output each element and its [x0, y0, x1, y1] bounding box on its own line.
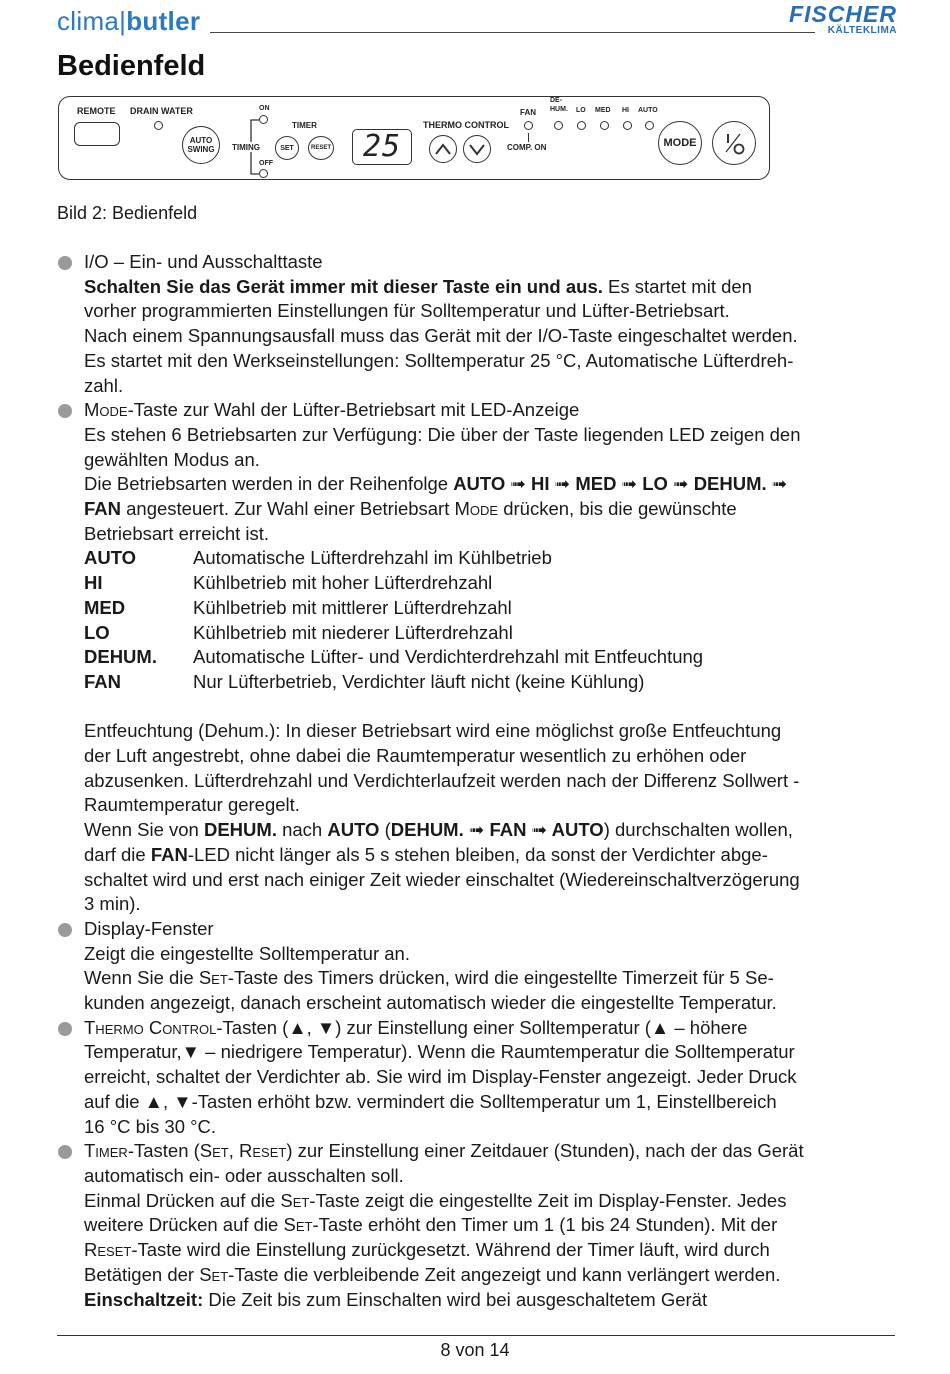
timer-line-4: weitere Drücken auf die Set-Taste erhöht den Timer um 1 (1 bis 24 Stunden). Mit der	[84, 1214, 778, 1236]
dehum-label: DE- HUM.	[550, 97, 568, 113]
drain-water-led	[154, 121, 163, 130]
description-body	[57, 250, 907, 1312]
clima-butler-logo: clima|butler	[57, 6, 201, 36]
hi-label: HI	[622, 107, 629, 114]
comp-on-label: COMP. ON	[507, 143, 547, 152]
mode-section	[57, 398, 907, 917]
mode-key: HI	[84, 572, 103, 594]
mode-key: LO	[84, 621, 110, 643]
header-rule	[210, 32, 815, 33]
mode-desc: Nur Lüfterbetrieb, Verdichter läuft nicht (keine Kühlung)	[193, 670, 645, 692]
thermo-line-2: Temperatur,▼ – niedrigere Temperatur). Wenn die Raumtemperatur die Solltemperatur	[84, 1041, 795, 1063]
hi-led	[623, 121, 632, 130]
mode-desc: Kühlbetrieb mit niederer Lüfterdrehzahl	[193, 621, 513, 643]
io-line-3: Nach einem Spannungsausfall muss das Gerät mit der I/O-Taste eingeschaltet werden.	[84, 325, 798, 347]
auto-led-label: AUTO	[638, 107, 658, 114]
thermo-line-4: auf die ▲, ▼-Tasten erhöht bzw. vermindert die Solltemperatur um 1, Einstellbereich	[84, 1090, 777, 1112]
temperature-display: 25	[352, 129, 412, 165]
thermo-line-5: 16 °C bis 30 °C.	[84, 1115, 217, 1137]
mode-key: MED	[84, 596, 126, 618]
thermo-line-1: Thermo Control-Tasten (▲, ▼) zur Einstellung einer Solltemperatur (▲ – höhere	[84, 1016, 748, 1038]
timing-label: TIMING	[232, 143, 260, 152]
thermo-line-3: erreicht, schaltet der Verdichter ab. Sie wird im Display-Fenster angezeigt. Jeder Druck	[84, 1066, 797, 1088]
dehum-led	[554, 121, 563, 130]
display-line-3: kunden angezeigt, danach erscheint automatisch wieder die eingestellte Temperatur.	[84, 992, 777, 1014]
io-line-2: vorher programmierten Einstellungen für Solltemperatur und Lüfter-Betriebsart.	[84, 300, 730, 322]
page-title: Bedienfeld	[57, 50, 206, 82]
mode-desc: Kühlbetrieb mit mittlerer Lüfterdrehzahl	[193, 596, 512, 618]
mode-line-4: FAN angesteuert. Zur Wahl einer Betriebsart Mode drücken, bis die gewünschte	[84, 498, 737, 520]
fan-label: FAN	[520, 108, 536, 117]
page-number: 8 von 14	[440, 1340, 510, 1360]
io-line-5: zahl.	[84, 374, 124, 396]
med-led	[600, 121, 609, 130]
fan-led	[524, 121, 533, 130]
bullet-icon	[58, 256, 72, 270]
timer-line-3: Einmal Drücken auf die Set-Taste zeigt die eingestellte Zeit im Display-Fenster. Jedes	[84, 1189, 787, 1211]
mode-desc: Kühlbetrieb mit hoher Lüfterdrehzahl	[193, 572, 493, 594]
power-button[interactable]	[712, 121, 756, 165]
footer-rule	[57, 1335, 895, 1336]
dehum-line-1: Entfeuchtung (Dehum.): In dieser Betriebsart wird eine möglichst große Entfeuchtung	[84, 720, 782, 742]
reset-button[interactable]: RESET	[308, 136, 334, 160]
dehum-line-4: Raumtemperatur geregelt.	[84, 794, 300, 816]
bullet-icon	[58, 1145, 72, 1159]
timer-section	[57, 1139, 907, 1312]
drain-water-label: DRAIN WATER	[130, 106, 193, 116]
timer-line-6: Betätigen der Set-Taste die verbleibende Zeit angezeigt und kann verlängert werden.	[84, 1263, 781, 1285]
mode-key: AUTO	[84, 547, 137, 569]
bullet-icon	[58, 923, 72, 937]
mode-line-3: Die Betriebsarten werden in der Reihenfolge AUTO ➟ HI ➟ MED ➟ LO ➟ DEHUM. ➟	[84, 473, 788, 495]
switch-line-4: 3 min).	[84, 893, 141, 915]
switch-line-1: Wenn Sie von DEHUM. nach AUTO (DEHUM. ➟ FAN ➟ AUTO) durchschalten wollen,	[84, 819, 793, 841]
temp-up-button[interactable]	[429, 135, 457, 163]
io-line-1: Schalten Sie das Gerät immer mit dieser Taste ein und aus. Es startet mit den	[84, 275, 752, 297]
lo-led	[577, 121, 586, 130]
bullet-icon	[58, 404, 72, 418]
auto-led	[645, 121, 654, 130]
io-line-4: Es startet mit den Werkseinstellungen: Solltemperatur 25 °C, Automatische Lüfterdreh-	[84, 349, 794, 371]
remote-receiver	[74, 122, 120, 146]
mode-table	[84, 546, 907, 694]
lo-label: LO	[576, 107, 586, 114]
power-io-icon	[721, 130, 747, 156]
display-line-1: Zeigt die eingestellte Solltemperatur an.	[84, 942, 410, 964]
figure-caption: Bild 2: Bedienfeld	[57, 203, 198, 223]
mode-key: DEHUM.	[84, 646, 157, 668]
io-heading: I/O – Ein- und Ausschalttaste	[84, 251, 323, 272]
bullet-icon	[58, 1022, 72, 1036]
thermo-control-label: THERMO CONTROL	[423, 120, 509, 130]
mode-desc: Automatische Lüfter- und Verdichterdrehzahl mit Entfeuchtung	[193, 646, 704, 668]
mode-line-1: Es stehen 6 Betriebsarten zur Verfügung: Die über der Taste liegenden LED zeigen den	[84, 423, 801, 445]
display-heading: Display-Fenster	[84, 917, 214, 939]
remote-label: REMOTE	[77, 106, 116, 116]
display-section	[57, 917, 907, 1016]
timer-on-label: ON	[259, 105, 270, 112]
display-line-2: Wenn Sie die Set-Taste des Timers drücken, wird die eingestellte Timerzeit für 5 Se-	[84, 967, 774, 989]
timer-label: TIMER	[292, 121, 317, 130]
switch-line-3: schaltet wird und erst nach einiger Zeit wieder einschaltet (Wiedereinschaltverzögerung	[84, 868, 800, 890]
timer-off-label: OFF	[259, 160, 273, 167]
set-button[interactable]: SET	[275, 136, 299, 160]
chevron-down-icon	[468, 142, 486, 156]
mode-button[interactable]: MODE	[658, 121, 702, 165]
mode-line-2: gewählten Modus an.	[84, 448, 260, 470]
timer-line-2: automatisch ein- oder ausschalten soll.	[84, 1165, 404, 1186]
timer-line-7: Einschaltzeit: Die Zeit bis zum Einschalten wird bei ausgeschaltetem Gerät	[84, 1288, 708, 1310]
fischer-logo: FISCHER KÄLTEKLIMA	[789, 1, 897, 36]
med-label: MED	[595, 107, 611, 114]
comp-on-connector	[528, 133, 529, 142]
mode-line-5: Betriebsart erreicht ist.	[84, 522, 270, 544]
mode-desc: Automatische Lüfterdrehzahl im Kühlbetrieb	[193, 547, 552, 569]
thermo-section	[57, 1016, 907, 1140]
timer-line-5: Reset-Taste wird die Einstellung zurückgesetzt. Während der Timer läuft, wird durch	[84, 1239, 770, 1261]
io-section	[57, 250, 907, 398]
dehum-line-3: abzusenken. Lüfterdrehzahl und Verdichterlaufzeit werden nach der Differenz Sollwert -	[84, 769, 800, 791]
chevron-up-icon	[434, 142, 452, 156]
auto-swing-button[interactable]: AUTO SWING	[182, 126, 220, 164]
switch-line-2: darf die FAN-LED nicht länger als 5 s stehen bleiben, da sonst der Verdichter abge-	[84, 843, 768, 865]
timer-line-1: Timer-Tasten (Set, Reset) zur Einstellung einer Zeitdauer (Stunden), nach der das Gerät	[84, 1140, 804, 1162]
dehum-line-2: der Luft angestrebt, ohne dabei die Raumtemperatur wesentlich zu erhöhen oder	[84, 745, 747, 767]
mode-key: FAN	[84, 670, 121, 692]
mode-heading: Mode-Taste zur Wahl der Lüfter-Betriebsart mit LED-Anzeige	[84, 399, 580, 421]
temp-down-button[interactable]	[463, 135, 491, 163]
